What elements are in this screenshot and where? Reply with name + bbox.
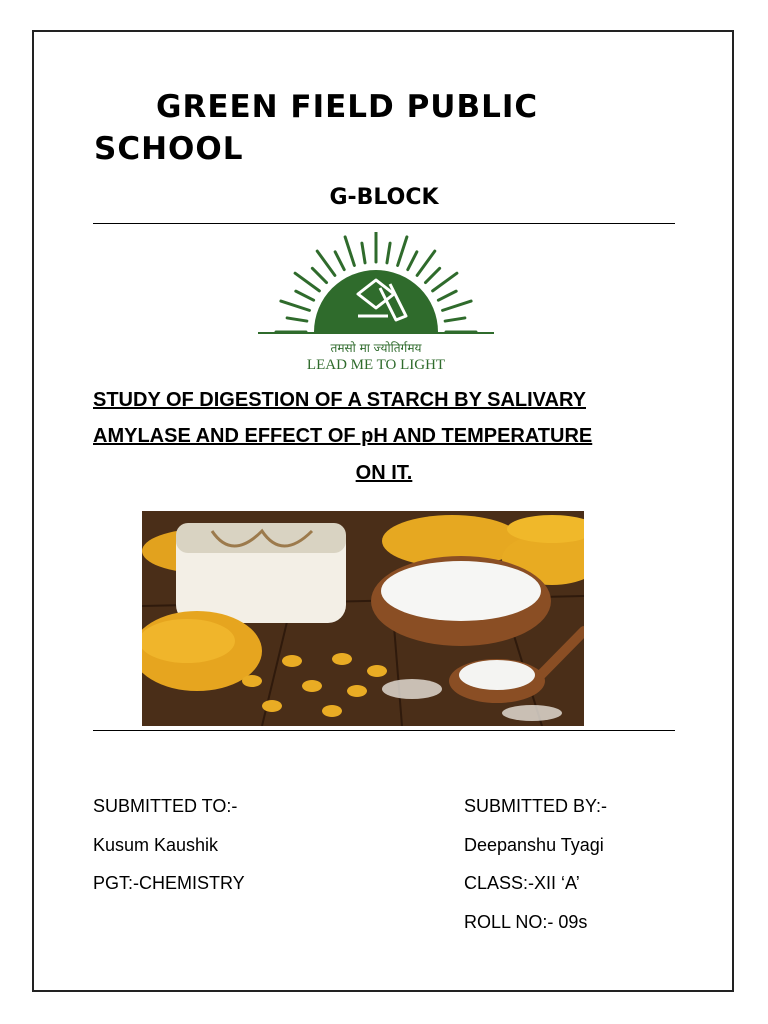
school-logo — [248, 232, 504, 374]
logo-ray — [287, 318, 307, 321]
project-title-line-1: STUDY OF DIGESTION OF A STARCH BY SALIVARY — [93, 389, 586, 411]
student-class: CLASS:-XII ‘A’ — [464, 873, 580, 893]
student-name: Deepanshu Tyagi — [464, 834, 604, 855]
submitted-by-block — [464, 794, 607, 948]
block-name: G-BLOCK — [329, 185, 439, 210]
project-title-end: ON IT. — [355, 462, 413, 484]
logo-ray — [362, 243, 365, 263]
divider-top — [93, 223, 675, 224]
logo-ray — [296, 291, 314, 300]
submitted-to-heading: SUBMITTED TO:- — [93, 796, 238, 816]
logo-ray — [387, 243, 390, 263]
student-roll: ROLL NO:- 09s — [464, 911, 588, 932]
teacher-designation: PGT:-CHEMISTRY — [93, 873, 245, 893]
school-name: GREEN FIELD PUBLIC SCHOOL — [94, 89, 539, 167]
logo-ray — [398, 237, 407, 266]
logo-ray — [445, 318, 465, 321]
logo-ray — [335, 252, 344, 270]
teacher-name: Kusum Kaushik — [93, 834, 219, 855]
logo-motto-hindi: तमसो मा ज्योतिर्गमय — [330, 341, 422, 355]
logo-ray — [433, 273, 457, 291]
logo-ray — [281, 301, 310, 310]
project-title — [93, 382, 678, 454]
logo-ray — [345, 237, 354, 266]
logo-ray — [295, 273, 319, 291]
logo-ray — [438, 291, 456, 300]
logo-ray — [443, 301, 472, 310]
logo-ray — [425, 268, 439, 282]
logo-ray — [312, 268, 326, 282]
submitted-to-block — [93, 794, 245, 910]
corn-starch-photo — [142, 511, 584, 726]
logo-ray — [317, 251, 335, 275]
logo-ray — [417, 251, 435, 275]
project-title-line-2: AMYLASE AND EFFECT OF pH AND TEMPERATURE — [93, 425, 593, 447]
logo-ray — [408, 252, 417, 270]
logo-motto-english: LEAD ME TO LIGHT — [306, 357, 446, 373]
divider-bottom — [93, 730, 675, 731]
submitted-by-heading: SUBMITTED BY:- — [464, 796, 608, 816]
